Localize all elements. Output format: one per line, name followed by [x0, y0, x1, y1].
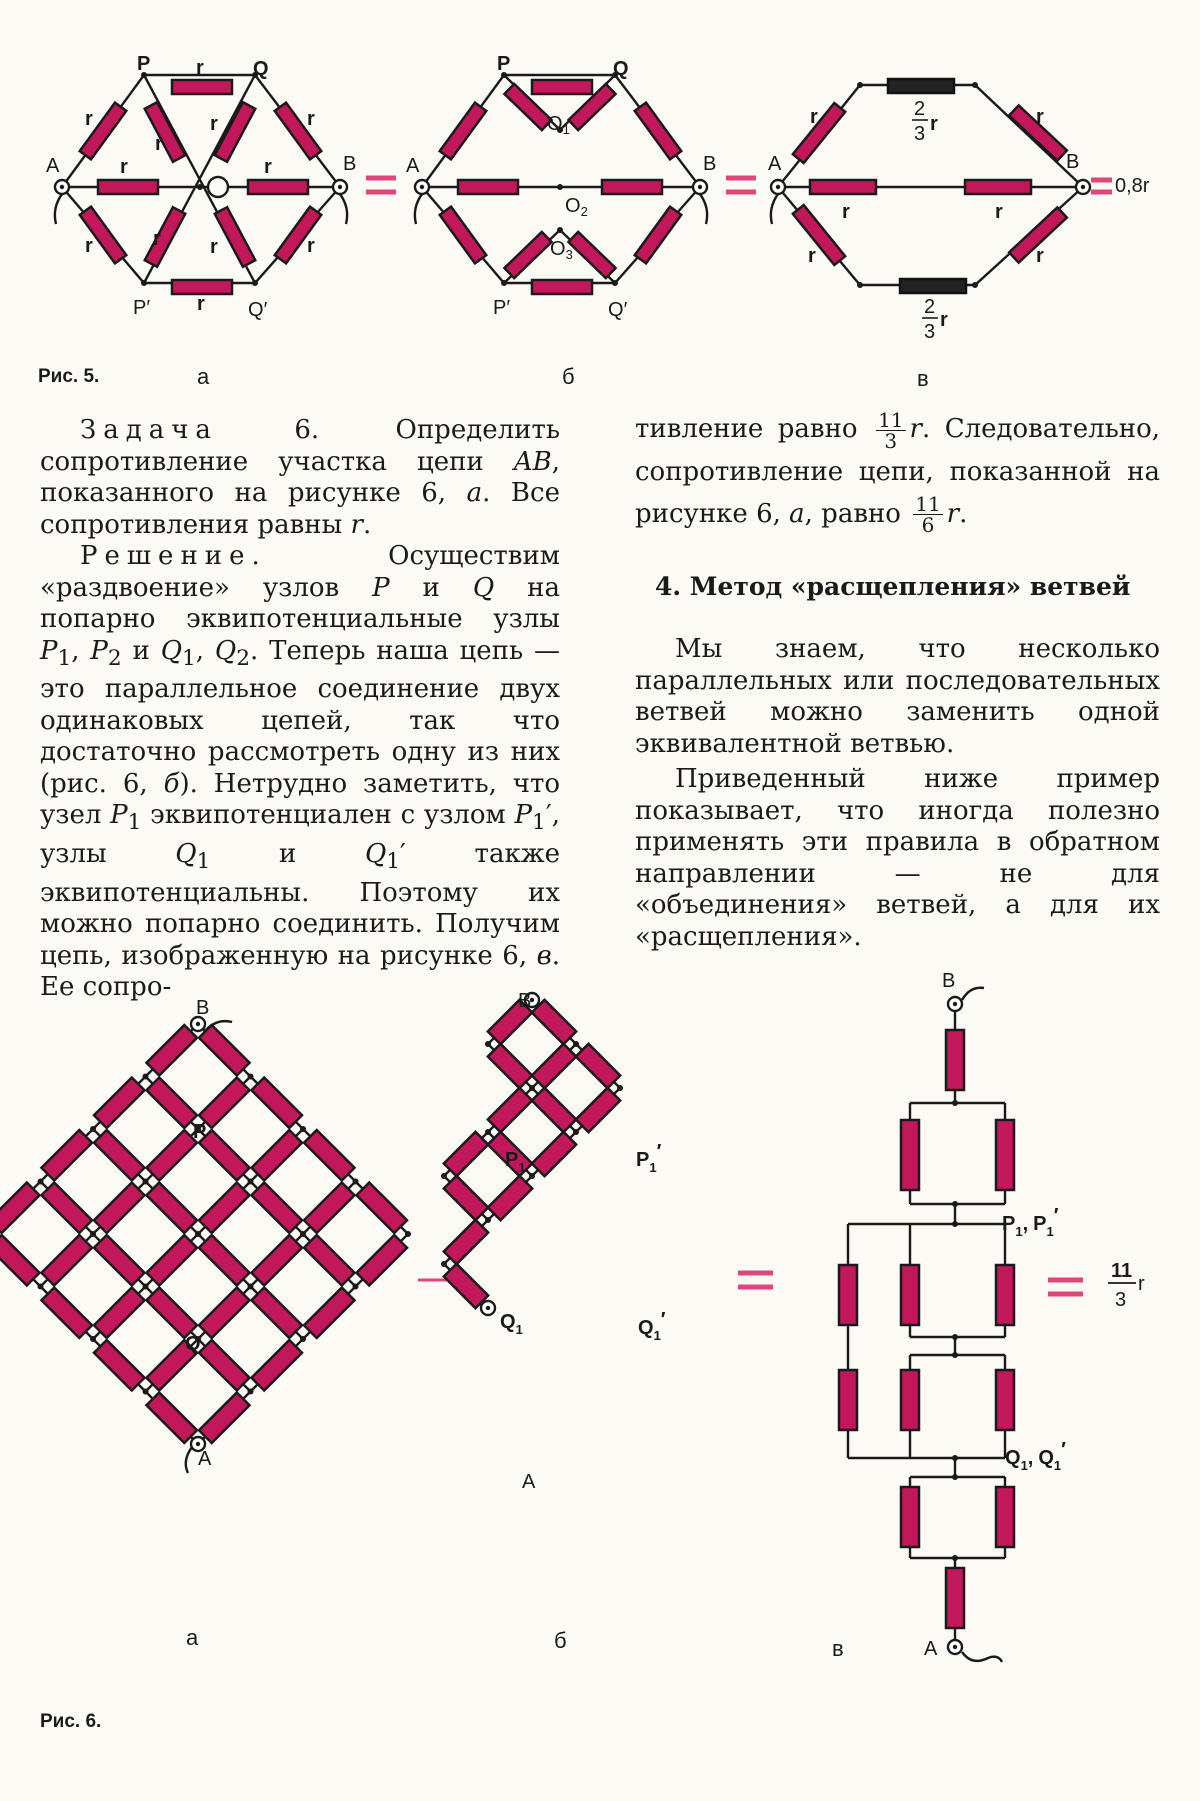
- resistor-label: r: [153, 228, 161, 250]
- resistor-label: r: [210, 236, 218, 258]
- resistor: [488, 1044, 532, 1088]
- resistor: [488, 1088, 532, 1132]
- resistor-label: r: [197, 293, 205, 315]
- resistor-label: r: [1036, 106, 1044, 128]
- result-numerator: 11: [1111, 1260, 1133, 1282]
- node-label-A: A: [924, 1638, 938, 1660]
- resistor-label: r: [210, 113, 218, 135]
- node-label-P-prime: P′: [493, 297, 511, 319]
- junction-node: [143, 1389, 149, 1395]
- resistor: [199, 1130, 250, 1181]
- paragraph-continuation: тивление равно $\frac{11}{3}$ r. Следовательно, сопротивление цепи, показанной на рисунке 6, а, равно $\frac{11}{6}$ r.: [635, 407, 1160, 537]
- subfigure-label-b: б: [554, 1628, 567, 1653]
- junction-node: [38, 1179, 44, 1185]
- node-label-Q1: $Q_1$: [500, 1311, 523, 1337]
- resistor: [304, 1287, 355, 1338]
- resistor: [146, 1287, 197, 1338]
- junction-node: [353, 1284, 359, 1290]
- resistor: [488, 1176, 532, 1220]
- node-label-B: B: [942, 970, 956, 992]
- resistor: [251, 1235, 302, 1286]
- junction-node: [300, 1231, 306, 1237]
- resistor: [94, 1235, 145, 1286]
- resistor: [356, 1235, 407, 1286]
- result-r: r: [1138, 1273, 1145, 1295]
- node-label-Q-prime: Q′: [248, 299, 268, 321]
- resistor: [94, 1340, 145, 1391]
- junction-node: [573, 1041, 579, 1047]
- resistor: [146, 1077, 197, 1128]
- resistor: [251, 1130, 302, 1181]
- node-label-B: B: [343, 153, 357, 175]
- junction-node: [405, 1231, 411, 1237]
- paragraph-task: Задача 6. Определить сопротивление участка цепи AB, показанного на рисунке 6, а. Все сопротивления равны r.: [40, 415, 560, 540]
- node-label-P: P: [193, 1121, 207, 1143]
- node-label-P-prime: P′: [133, 297, 151, 319]
- resistor: [94, 1182, 145, 1233]
- resistor: [532, 1132, 576, 1176]
- node-label-A: A: [522, 1471, 536, 1493]
- junction-node: [485, 1041, 491, 1047]
- junction-node: [573, 1129, 579, 1135]
- figure-6c: [839, 970, 1145, 1662]
- resistor: [41, 1287, 92, 1338]
- resistor: [444, 1220, 488, 1264]
- resistor: [444, 1132, 488, 1176]
- resistor: [444, 1264, 488, 1308]
- section-heading: 4. Метод «расщепления» ветвей: [655, 572, 1131, 601]
- node-label-P: P: [137, 53, 151, 75]
- junction-node: [143, 1284, 149, 1290]
- subfigure-label-c: в: [917, 366, 929, 391]
- node-label-A: A: [198, 1448, 212, 1470]
- fraction: $\frac{11}{6}$: [915, 492, 941, 537]
- junction-node: [485, 1217, 491, 1223]
- node-label-P1-prime: $P_1'$: [636, 1141, 662, 1175]
- junction-node: [529, 1085, 535, 1091]
- resistor: [199, 1340, 250, 1391]
- resistor: [356, 1182, 407, 1233]
- resistor-label: r: [307, 108, 315, 130]
- resistor: [94, 1287, 145, 1338]
- node-label-P: P: [497, 53, 511, 75]
- resistor: [41, 1130, 92, 1181]
- node-label-Q: Q: [613, 58, 629, 80]
- figure-caption: Рис. 5.: [38, 366, 100, 387]
- junction-node: [300, 1336, 306, 1342]
- resistor-label: r: [307, 235, 315, 257]
- node-label-P1-P1-prime: $P_1$, $P_1'$: [1002, 1205, 1059, 1239]
- resistor-label: r: [155, 133, 163, 155]
- node-label-B: B: [1066, 151, 1080, 173]
- resistor-label: r: [995, 201, 1003, 223]
- node-label-B: B: [518, 990, 532, 1012]
- resistor-label: r: [810, 106, 818, 128]
- resistor: [94, 1130, 145, 1181]
- node-label-O3: $O_3$: [550, 238, 573, 262]
- resistor: [199, 1287, 250, 1338]
- junction-node: [248, 1074, 254, 1080]
- subfigure-label-a: а: [186, 1625, 199, 1650]
- node-label-A: A: [46, 155, 60, 177]
- junction-node: [617, 1085, 623, 1091]
- resistor: [444, 1176, 488, 1220]
- resistor: [146, 1025, 197, 1076]
- resistor: [41, 1235, 92, 1286]
- resistor: [199, 1077, 250, 1128]
- resistor-label: r: [940, 309, 948, 331]
- node-label-P1: $P_1$: [505, 1149, 526, 1175]
- resistor: [251, 1340, 302, 1391]
- resistor: [304, 1235, 355, 1286]
- junction-node: [529, 1173, 535, 1179]
- fraction-denominator: 3: [914, 123, 926, 145]
- fraction-numerator: 2: [914, 98, 926, 120]
- figure-6a: [0, 997, 411, 1473]
- junction-node: [90, 1231, 96, 1237]
- subfigure-label-b: б: [562, 364, 575, 389]
- node-label-B: B: [196, 997, 210, 1019]
- resistor-label: r: [808, 245, 816, 267]
- resistor: [199, 1182, 250, 1233]
- resistor: [532, 1044, 576, 1088]
- resistor: [146, 1235, 197, 1286]
- paragraph-2: Приведенный ниже пример показывает, что иногда полезно применять эти правила в обратном направлении — не для «объединения» ветвей, а для их «расщепления».: [635, 764, 1160, 952]
- resistor: [146, 1130, 197, 1181]
- resistor: [0, 1182, 40, 1233]
- junction-node: [300, 1126, 306, 1132]
- junction-node: [90, 1336, 96, 1342]
- junction-node: [441, 1261, 447, 1267]
- fraction: $\frac{11}{3}$: [878, 407, 904, 453]
- subfigure-label-c: в: [832, 1636, 844, 1661]
- resistor-label: r: [1036, 245, 1044, 267]
- resistor: [304, 1130, 355, 1181]
- resistor-label: r: [120, 156, 128, 178]
- junction-node: [38, 1284, 44, 1290]
- figure-caption: Рис. 6.: [40, 1711, 102, 1732]
- result-denominator: 3: [1115, 1289, 1127, 1311]
- resistor: [532, 1088, 576, 1132]
- resistor-label: r: [264, 156, 272, 178]
- resistor: [251, 1287, 302, 1338]
- node-label-Q1-prime: $Q_1'$: [638, 1309, 666, 1343]
- resistor: [146, 1392, 197, 1443]
- junction-node: [90, 1126, 96, 1132]
- node-label-Q: Q: [185, 1333, 201, 1355]
- node-label-A: A: [406, 155, 420, 177]
- resistor: [576, 1044, 620, 1088]
- fraction-denominator: 3: [924, 321, 936, 343]
- junction-node: [485, 1129, 491, 1135]
- node-label-Q1-Q1-prime: $Q_1$, $Q_1'$: [1005, 1439, 1066, 1473]
- figure-6b: [441, 990, 666, 1493]
- resistor-label: r: [85, 108, 93, 130]
- paragraph-1: Мы знаем, что несколько параллельных или последовательных ветвей можно заменить одной эквивалентной ветвью.: [635, 634, 1160, 759]
- node-label-B: B: [703, 153, 717, 175]
- junction-node: [441, 1173, 447, 1179]
- node-label-O2: $O_2$: [565, 195, 588, 219]
- resistor: [0, 1235, 40, 1286]
- junction-node: [353, 1179, 359, 1185]
- resistor: [94, 1077, 145, 1128]
- resistor: [251, 1077, 302, 1128]
- fraction-numerator: 2: [924, 296, 936, 318]
- resistor: [41, 1182, 92, 1233]
- resistor-label: r: [196, 57, 204, 79]
- junction-node: [248, 1284, 254, 1290]
- junction-node: [195, 1231, 201, 1237]
- resistor: [576, 1088, 620, 1132]
- resistor-label: r: [842, 201, 850, 223]
- subfigure-label-a: а: [197, 364, 210, 389]
- resistor: [146, 1182, 197, 1233]
- resistor: [304, 1182, 355, 1233]
- resistor-label: r: [85, 235, 93, 257]
- node-label-O1: $O_1$: [547, 113, 570, 137]
- resistor: [532, 1000, 576, 1044]
- node-label-Q-prime: Q′: [608, 299, 628, 321]
- node-label-Q: Q: [253, 58, 269, 80]
- resistor: [251, 1182, 302, 1233]
- resistor: [199, 1025, 250, 1076]
- paragraph-solution: Решение. Осуществим «раздвоение» узлов P и Q на попарно эквипотенциальные узлы $P_1$, $P_2$ и $Q_1$, $Q_2$. Теперь наша цепь — это параллельное соединение двух одинаковых цепей, так что достаточно рассмотреть одну из них (рис. 6, б). Нетрудно заметить, что узел $P_1$ эквипотенциален с узлом $P_1'$, узлы $Q_1$ и $Q_1'$ также эквипотенциальны. Поэтому их можно попарно соединить. Получим цепь, изображенную на рисунке 6, в. Ее сопро-: [40, 541, 560, 1003]
- resistor-label: r: [930, 113, 938, 135]
- junction-node: [248, 1389, 254, 1395]
- resistor: [199, 1392, 250, 1443]
- node-label-A: A: [768, 153, 782, 175]
- junction-node: [143, 1179, 149, 1185]
- junction-node: [143, 1074, 149, 1080]
- junction-node: [248, 1179, 254, 1185]
- result-value: 0,8r: [1115, 175, 1150, 197]
- resistor: [199, 1235, 250, 1286]
